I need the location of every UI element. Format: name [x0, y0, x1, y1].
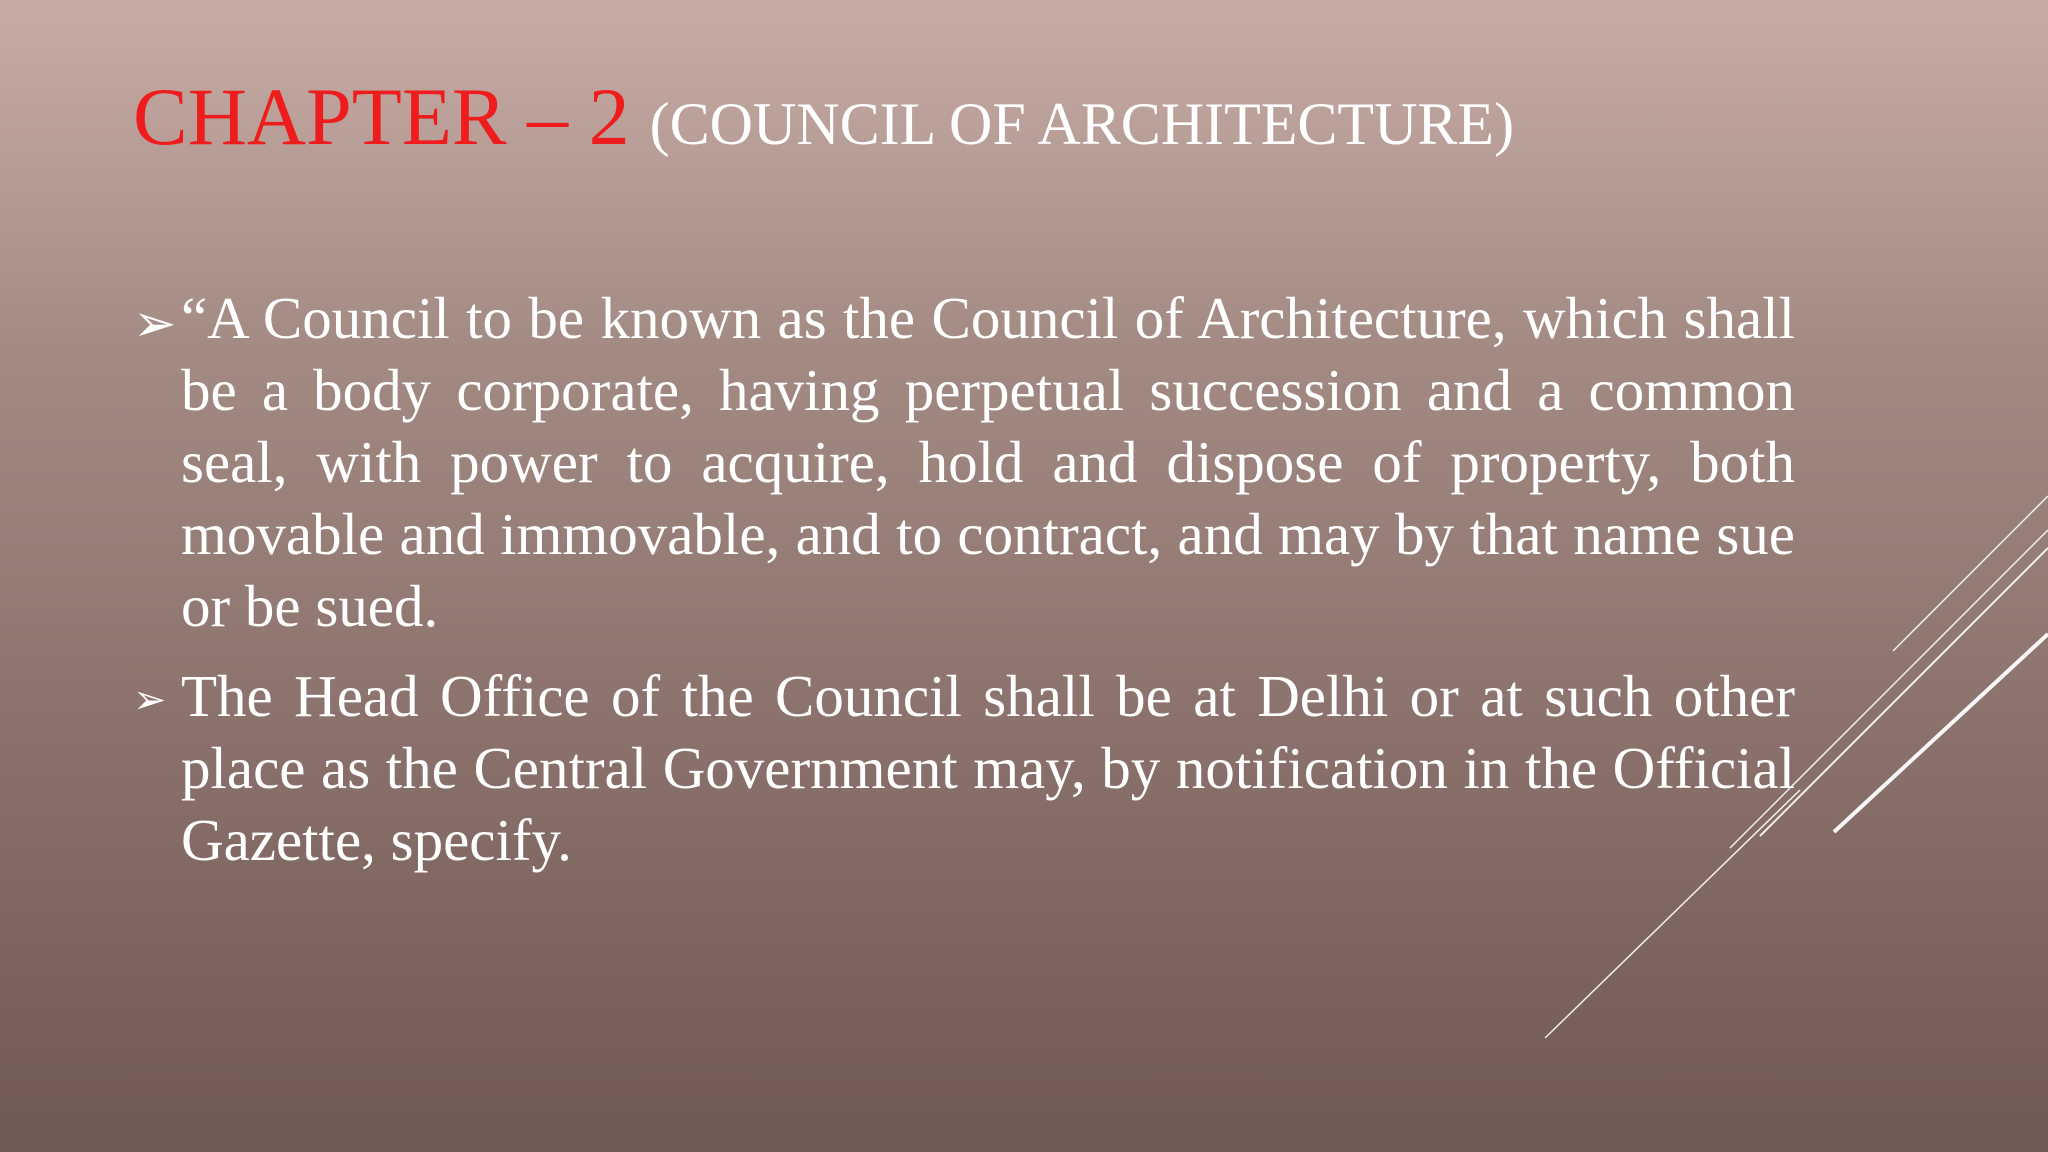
bullet-text: “A Council to be known as the Council of Architecture, which shall be a body corporate, having perpetual succession and a common seal, with power to acquire, hold and dispose of property, both movable and immovable, and to contract, and may by that name sue or be sued.	[181, 285, 1795, 639]
arrow-bullet-icon: ➢	[133, 677, 167, 723]
title-subtitle: (COUNCIL OF ARCHITECTURE)	[649, 91, 1515, 157]
title-chapter: CHAPTER – 2	[133, 71, 630, 162]
deco-line	[1760, 548, 2048, 836]
bullet-text: The Head Office of the Council shall be at Delhi or at such other place as the Central Government may, by notification in the Official Gazette, specify.	[181, 663, 1795, 873]
deco-line	[1893, 496, 2048, 651]
arrow-bullet-icon: ➢	[133, 294, 177, 354]
deco-line	[1834, 634, 2048, 832]
deco-line	[1730, 530, 2048, 848]
deco-line	[1545, 790, 1800, 1038]
